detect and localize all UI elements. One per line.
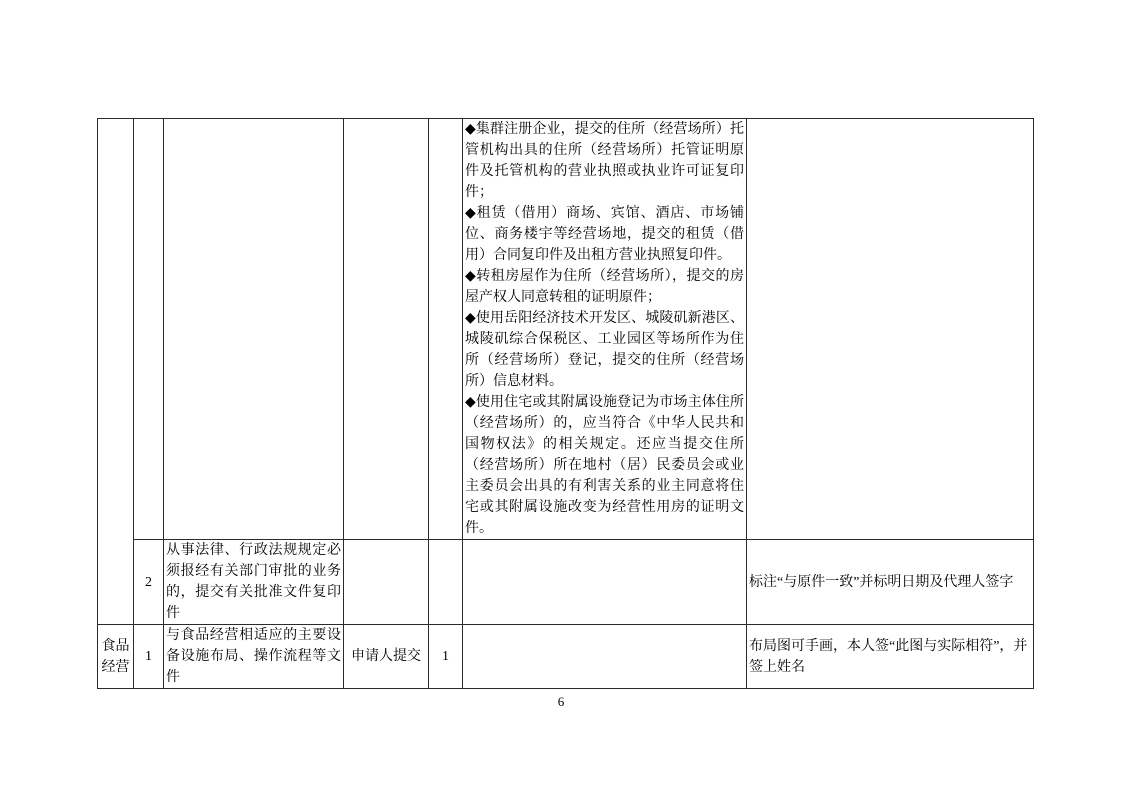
copies-cell: 1	[429, 625, 463, 689]
detail-requirements-cell-empty	[463, 540, 747, 625]
submitter-cell: 申请人提交	[344, 625, 429, 689]
submitter-cell-empty	[344, 119, 429, 540]
detail-bullet: ◆使用住宅或其附属设施登记为市场主体住所（经营场所）的，应当符合《中华人民共和国物权法》的相关规定。还应当提交住所（经营场所）所在地村（居）民委员会或业主委员会出具的有利害关系的业主同意将住宅或其附属设施改变为经营性用房的证明文件。	[465, 395, 744, 536]
remark-cell: 布局图可手画，本人签“此图与实际相符”，并签上姓名	[747, 625, 1034, 689]
material-cell-empty	[164, 119, 344, 540]
materials-table	[97, 118, 1034, 689]
copies-cell-empty	[429, 119, 463, 540]
table-row	[98, 625, 1034, 689]
detail-bullet: ◆租赁（借用）商场、宾馆、酒店、市场铺位、商务楼宇等经营场地，提交的租赁（借用）合同复印件及出租方营业执照复印件。	[465, 206, 744, 263]
copies-cell-empty	[429, 540, 463, 625]
detail-requirements-cell-empty	[463, 625, 747, 689]
category-cell: 食品经营	[98, 625, 134, 689]
table-row-continued	[98, 119, 1034, 540]
table-row	[98, 540, 1034, 625]
detail-bullet: ◆集群注册企业，提交的住所（经营场所）托管机构出具的住所（经营场所）托管证明原件及托管机构的营业执照或执业许可证复印件；	[465, 122, 744, 200]
materials-table-wrapper	[97, 118, 1034, 689]
seq-cell: 2	[134, 540, 164, 625]
detail-bullet: ◆使用岳阳经济技术开发区、城陵矶新港区、城陵矶综合保税区、工业园区等场所作为住所（经营场所）登记，提交的住所（经营场所）信息材料。	[465, 311, 744, 389]
material-cell: 与食品经营相适应的主要设备设施布局、操作流程等文件	[164, 625, 344, 689]
material-cell: 从事法律、行政法规规定必须报经有关部门审批的业务的，提交有关批准文件复印件	[164, 540, 344, 625]
seq-cell: 1	[134, 625, 164, 689]
submitter-cell-empty	[344, 540, 429, 625]
detail-requirements-cell	[463, 119, 747, 540]
page-number: 6	[557, 694, 565, 709]
detail-bullet: ◆转租房屋作为住所（经营场所），提交的房屋产权人同意转租的证明原件；	[465, 269, 744, 305]
category-cell-continued	[98, 119, 134, 625]
remark-cell: 标注“与原件一致”并标明日期及代理人签字	[747, 540, 1034, 625]
seq-cell-empty	[134, 119, 164, 540]
remark-cell-empty	[747, 119, 1034, 540]
